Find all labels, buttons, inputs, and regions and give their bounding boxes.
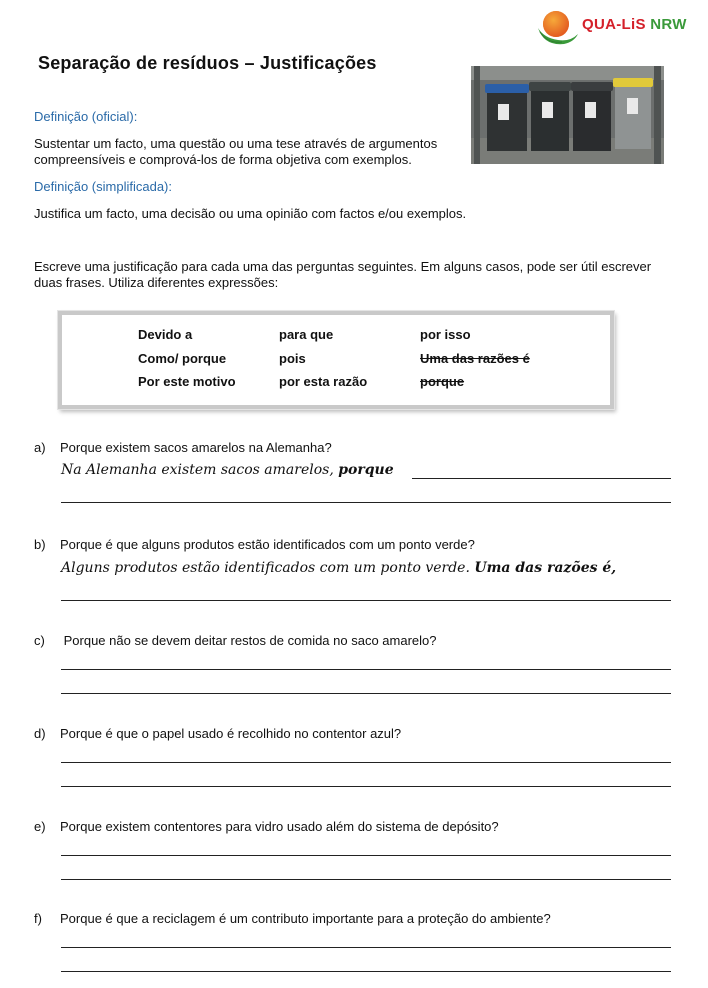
question-text: Porque é que alguns produtos estão identificados com um ponto verde? (60, 537, 475, 552)
answer-starter: Na Alemanha existem sacos amarelos, porque (61, 462, 394, 478)
expression-item: por esta razão (279, 374, 368, 389)
page-title: Separação de resíduos – Justificações (38, 53, 377, 73)
expression-item: Por este motivo (138, 374, 236, 389)
answer-line[interactable] (61, 879, 671, 880)
answer-line[interactable] (61, 669, 671, 670)
question-letter: f) (34, 911, 42, 926)
logo (534, 6, 699, 48)
waste-bins-photo (471, 66, 664, 164)
instructions-line2: duas frases. Utiliza diferentes expressões: (34, 275, 279, 290)
question-text: Porque é que o papel usado é recolhido no contentor azul? (60, 726, 402, 741)
definition-simplified-label: Definição (simplificada): (34, 179, 172, 194)
question-letter: a) (34, 440, 46, 455)
answer-line[interactable] (61, 971, 671, 972)
question-letter: b) (34, 537, 46, 552)
question-letter: d) (34, 726, 46, 741)
definition-official-line1: Sustentar um facto, uma questão ou uma tese através de argumentos (34, 136, 438, 151)
answer-line[interactable] (61, 762, 671, 763)
expression-item: pois (279, 351, 306, 366)
expression-item: Como/ porque (138, 351, 227, 366)
logo-text: QUA-LiS NRW (582, 16, 687, 33)
instructions-line1: Escreve uma justificação para cada uma das perguntas seguintes. Em alguns casos, pode ser útil escrever (34, 259, 652, 274)
definition-official-line2: compreensíveis e comprová-los de forma objetiva com exemplos. (34, 152, 412, 167)
answer-line[interactable] (412, 478, 671, 479)
expression-item-used: Uma das razões é (420, 351, 530, 366)
expressions-box (58, 311, 614, 409)
answer-line[interactable] (61, 786, 671, 787)
logo-mark-icon (534, 6, 580, 48)
expression-item: Devido a (138, 327, 193, 342)
question-text: Porque é que a reciclagem é um contributo importante para a proteção do ambiente? (60, 911, 551, 926)
question-text: Porque existem contentores para vidro usado além do sistema de depósito? (60, 819, 499, 834)
definition-official-label: Definição (oficial): (34, 109, 138, 124)
question-letter: c) (34, 633, 45, 648)
definition-simplified-text: Justifica um facto, uma decisão ou uma opinião com factos e/ou exemplos. (34, 206, 467, 221)
answer-line[interactable] (61, 855, 671, 856)
answer-line[interactable] (61, 693, 671, 694)
question-text: Porque existem sacos amarelos na Alemanha? (60, 440, 332, 455)
answer-line[interactable] (61, 600, 671, 601)
expression-item: para que (279, 327, 334, 342)
question-letter: e) (34, 819, 46, 834)
expression-item: por isso (420, 327, 471, 342)
expression-item-used: porque (420, 374, 465, 389)
answer-line[interactable] (61, 947, 671, 948)
answer-line[interactable] (61, 502, 671, 503)
answer-starter: Alguns produtos estão identificados com um ponto verde. Uma das razões é, (61, 560, 617, 576)
question-text: Porque não se devem deitar restos de comida no saco amarelo? (60, 633, 437, 648)
